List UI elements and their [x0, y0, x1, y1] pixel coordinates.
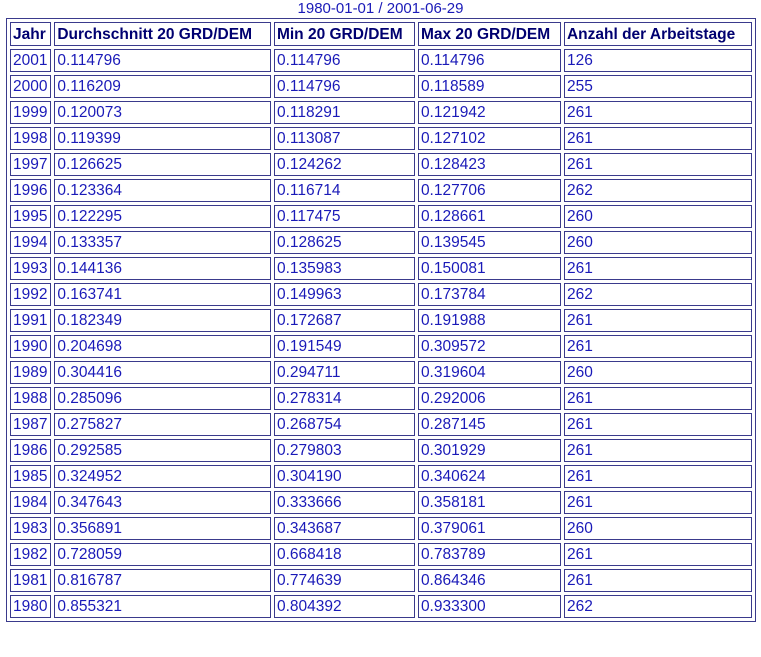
cell-working-days: 261: [564, 465, 752, 488]
cell-max: 0.292006: [418, 387, 561, 410]
cell-year: 1993: [10, 257, 51, 280]
table-header-row: [10, 22, 752, 46]
cell-average: 0.304416: [54, 361, 271, 384]
cell-working-days: 262: [564, 179, 752, 202]
table-row: [10, 257, 752, 280]
table-row: [10, 465, 752, 488]
cell-max: 0.114796: [418, 49, 561, 72]
cell-max: 0.301929: [418, 439, 561, 462]
table-row: [10, 283, 752, 306]
table-body: [10, 49, 752, 618]
cell-year: 2001: [10, 49, 51, 72]
cell-working-days: 261: [564, 439, 752, 462]
cell-min: 0.114796: [274, 49, 415, 72]
cell-min: 0.804392: [274, 595, 415, 618]
header-average: Durchschnitt 20 GRD/DEM: [54, 22, 271, 46]
cell-working-days: 261: [564, 335, 752, 358]
header-min: Min 20 GRD/DEM: [274, 22, 415, 46]
cell-working-days: 260: [564, 205, 752, 228]
cell-working-days: 260: [564, 517, 752, 540]
cell-average: 0.163741: [54, 283, 271, 306]
cell-max: 0.121942: [418, 101, 561, 124]
cell-average: 0.292585: [54, 439, 271, 462]
cell-working-days: 261: [564, 257, 752, 280]
cell-average: 0.285096: [54, 387, 271, 410]
cell-year: 1990: [10, 335, 51, 358]
table-row: [10, 309, 752, 332]
cell-working-days: 255: [564, 75, 752, 98]
cell-working-days: 260: [564, 231, 752, 254]
cell-average: 0.133357: [54, 231, 271, 254]
cell-working-days: 261: [564, 543, 752, 566]
cell-min: 0.172687: [274, 309, 415, 332]
table-row: [10, 543, 752, 566]
cell-max: 0.309572: [418, 335, 561, 358]
cell-max: 0.319604: [418, 361, 561, 384]
cell-min: 0.124262: [274, 153, 415, 176]
cell-min: 0.668418: [274, 543, 415, 566]
cell-year: 1984: [10, 491, 51, 514]
cell-working-days: 261: [564, 309, 752, 332]
header-working-days: Anzahl der Arbeitstage: [564, 22, 752, 46]
cell-average: 0.120073: [54, 101, 271, 124]
cell-year: 1989: [10, 361, 51, 384]
cell-average: 0.347643: [54, 491, 271, 514]
cell-min: 0.149963: [274, 283, 415, 306]
cell-min: 0.135983: [274, 257, 415, 280]
cell-max: 0.127706: [418, 179, 561, 202]
table-row: [10, 413, 752, 436]
table-row: [10, 101, 752, 124]
cell-working-days: 262: [564, 595, 752, 618]
cell-year: 1987: [10, 413, 51, 436]
cell-working-days: 261: [564, 413, 752, 436]
cell-average: 0.324952: [54, 465, 271, 488]
cell-min: 0.333666: [274, 491, 415, 514]
cell-min: 0.118291: [274, 101, 415, 124]
cell-max: 0.379061: [418, 517, 561, 540]
cell-average: 0.182349: [54, 309, 271, 332]
cell-year: 1991: [10, 309, 51, 332]
cell-max: 0.287145: [418, 413, 561, 436]
cell-min: 0.279803: [274, 439, 415, 462]
table-row: [10, 595, 752, 618]
cell-min: 0.117475: [274, 205, 415, 228]
cell-year: 2000: [10, 75, 51, 98]
cell-average: 0.275827: [54, 413, 271, 436]
cell-year: 1981: [10, 569, 51, 592]
table-row: [10, 75, 752, 98]
date-range-caption: 1980-01-01 / 2001-06-29: [297, 0, 464, 17]
table-row: [10, 491, 752, 514]
cell-min: 0.343687: [274, 517, 415, 540]
table-row: [10, 179, 752, 202]
cell-year: 1997: [10, 153, 51, 176]
table-row: [10, 517, 752, 540]
header-max: Max 20 GRD/DEM: [418, 22, 561, 46]
table-row: [10, 153, 752, 176]
cell-average: 0.855321: [54, 595, 271, 618]
cell-year: 1999: [10, 101, 51, 124]
cell-max: 0.864346: [418, 569, 561, 592]
cell-max: 0.933300: [418, 595, 561, 618]
cell-year: 1995: [10, 205, 51, 228]
header-year: Jahr: [10, 22, 51, 46]
cell-average: 0.204698: [54, 335, 271, 358]
cell-min: 0.114796: [274, 75, 415, 98]
cell-working-days: 261: [564, 387, 752, 410]
cell-year: 1980: [10, 595, 51, 618]
table-row: [10, 49, 752, 72]
cell-max: 0.340624: [418, 465, 561, 488]
cell-year: 1988: [10, 387, 51, 410]
table-row: [10, 335, 752, 358]
cell-average: 0.123364: [54, 179, 271, 202]
table-row: [10, 231, 752, 254]
cell-min: 0.774639: [274, 569, 415, 592]
cell-max: 0.173784: [418, 283, 561, 306]
cell-min: 0.294711: [274, 361, 415, 384]
table-row: [10, 569, 752, 592]
exchange-rate-table: [6, 18, 756, 622]
cell-max: 0.128423: [418, 153, 561, 176]
table-row: [10, 439, 752, 462]
cell-max: 0.358181: [418, 491, 561, 514]
cell-min: 0.113087: [274, 127, 415, 150]
cell-year: 1983: [10, 517, 51, 540]
cell-average: 0.119399: [54, 127, 271, 150]
cell-working-days: 261: [564, 569, 752, 592]
cell-average: 0.116209: [54, 75, 271, 98]
cell-average: 0.114796: [54, 49, 271, 72]
cell-min: 0.116714: [274, 179, 415, 202]
cell-working-days: 261: [564, 491, 752, 514]
cell-max: 0.127102: [418, 127, 561, 150]
cell-working-days: 261: [564, 153, 752, 176]
cell-year: 1998: [10, 127, 51, 150]
cell-min: 0.268754: [274, 413, 415, 436]
cell-year: 1994: [10, 231, 51, 254]
cell-min: 0.304190: [274, 465, 415, 488]
cell-working-days: 261: [564, 127, 752, 150]
cell-working-days: 262: [564, 283, 752, 306]
cell-max: 0.150081: [418, 257, 561, 280]
cell-year: 1996: [10, 179, 51, 202]
table-row: [10, 205, 752, 228]
cell-average: 0.122295: [54, 205, 271, 228]
cell-year: 1986: [10, 439, 51, 462]
cell-min: 0.191549: [274, 335, 415, 358]
cell-year: 1985: [10, 465, 51, 488]
cell-max: 0.191988: [418, 309, 561, 332]
table-row: [10, 361, 752, 384]
table-row: [10, 127, 752, 150]
cell-max: 0.118589: [418, 75, 561, 98]
cell-min: 0.278314: [274, 387, 415, 410]
cell-max: 0.783789: [418, 543, 561, 566]
cell-working-days: 261: [564, 101, 752, 124]
cell-working-days: 260: [564, 361, 752, 384]
cell-max: 0.128661: [418, 205, 561, 228]
table-row: [10, 387, 752, 410]
cell-year: 1982: [10, 543, 51, 566]
cell-working-days: 126: [564, 49, 752, 72]
cell-average: 0.144136: [54, 257, 271, 280]
cell-average: 0.126625: [54, 153, 271, 176]
cell-average: 0.816787: [54, 569, 271, 592]
cell-max: 0.139545: [418, 231, 561, 254]
cell-average: 0.728059: [54, 543, 271, 566]
cell-average: 0.356891: [54, 517, 271, 540]
cell-min: 0.128625: [274, 231, 415, 254]
cell-year: 1992: [10, 283, 51, 306]
